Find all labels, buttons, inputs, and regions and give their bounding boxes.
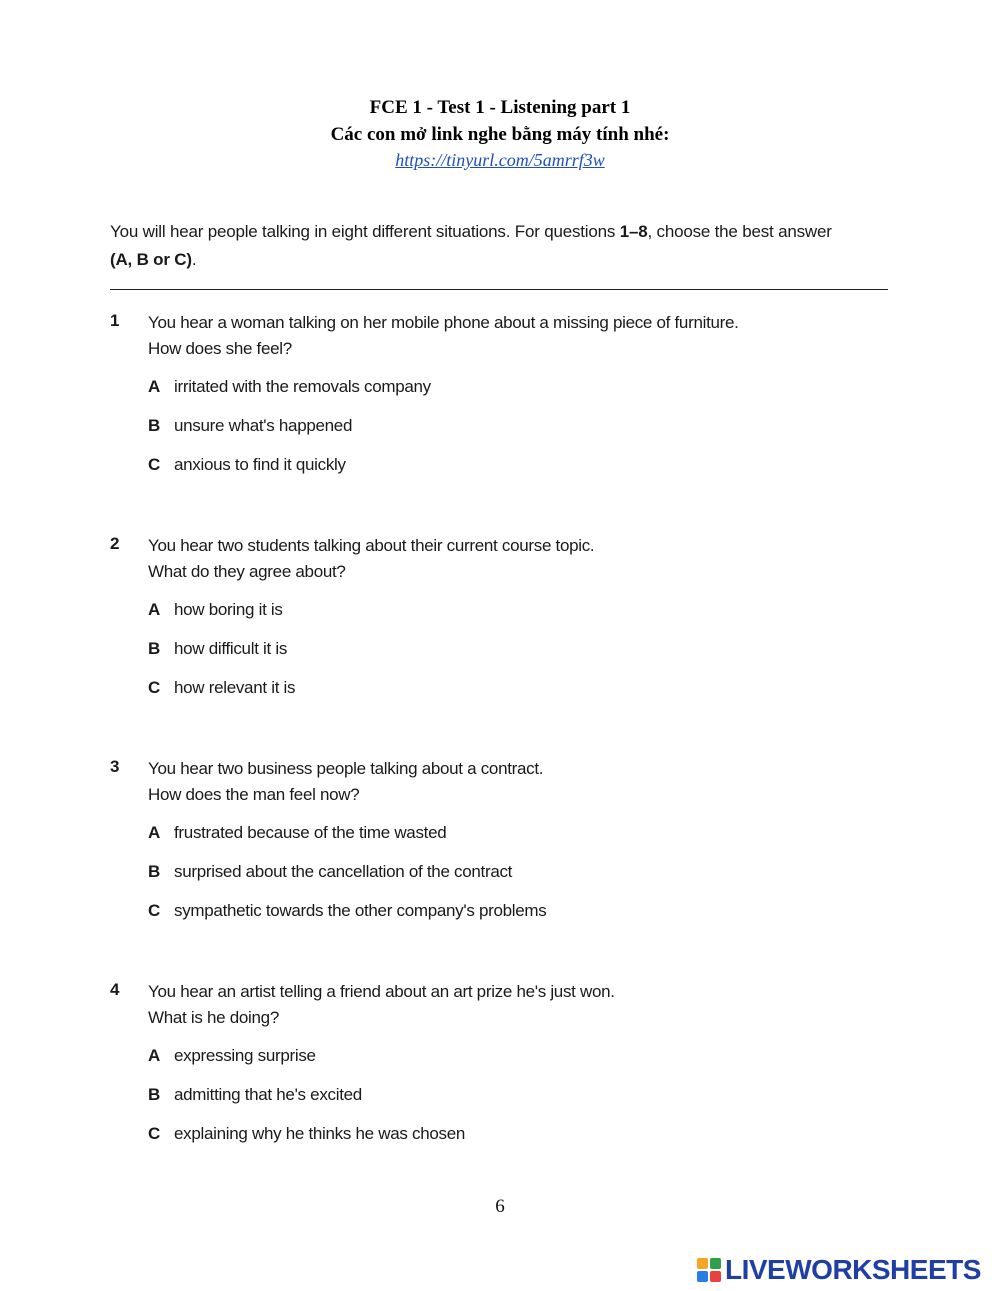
option-b[interactable] — [148, 1084, 362, 1106]
question-text — [148, 979, 615, 1031]
option-c[interactable] — [148, 454, 346, 476]
option-c[interactable] — [148, 1123, 465, 1145]
page-number: 6 — [495, 1196, 505, 1217]
option-letter: A — [148, 823, 160, 842]
option-c[interactable] — [148, 677, 295, 699]
option-a[interactable] — [148, 376, 431, 398]
option-letter: C — [148, 901, 160, 920]
option-b[interactable] — [148, 861, 512, 883]
question-prompt: You hear two students talking about their current course topic. — [148, 536, 595, 555]
option-text: anxious to find it quickly — [174, 455, 346, 474]
option-letter: C — [148, 455, 160, 474]
question-prompt: You hear two business people talking about a contract. — [148, 759, 544, 778]
option-text: frustrated because of the time wasted — [174, 823, 447, 842]
option-b[interactable] — [148, 638, 287, 660]
liveworksheets-brand — [697, 1255, 981, 1285]
instructions-choices: (A, B or C) — [110, 250, 192, 269]
instructions-part1: You will hear people talking in eight different situations. For questions — [110, 222, 620, 241]
option-text: irritated with the removals company — [174, 377, 431, 396]
option-letter: A — [148, 377, 160, 396]
option-a[interactable] — [148, 1045, 316, 1067]
option-text: admitting that he's excited — [174, 1085, 362, 1104]
option-letter: B — [148, 862, 160, 881]
option-letter: C — [148, 678, 160, 697]
logo-square-2 — [710, 1258, 721, 1269]
audio-link[interactable]: https://tinyurl.com/5amrrf3w — [395, 150, 605, 170]
option-text: unsure what's happened — [174, 416, 353, 435]
question-ask: What is he doing? — [148, 1008, 279, 1027]
question-prompt: You hear a woman talking on her mobile phone about a missing piece of furniture. — [148, 313, 739, 332]
divider — [110, 289, 888, 290]
option-letter: C — [148, 1124, 160, 1143]
option-text: expressing surprise — [174, 1046, 316, 1065]
option-a[interactable] — [148, 822, 446, 844]
option-text: explaining why he thinks he was chosen — [174, 1124, 466, 1143]
option-b[interactable] — [148, 415, 352, 437]
question-number: 1 — [110, 311, 120, 330]
question-ask: What do they agree about? — [148, 562, 346, 581]
option-letter: A — [148, 1046, 160, 1065]
question-ask: How does the man feel now? — [148, 785, 360, 804]
option-letter: B — [148, 416, 160, 435]
worksheet-subtitle: Các con mở link nghe bằng máy tính nhé: — [330, 124, 670, 145]
worksheet-title: FCE 1 - Test 1 - Listening part 1 — [369, 97, 631, 118]
question-ask: How does she feel? — [148, 339, 292, 358]
liveworksheets-logo-icon — [697, 1258, 721, 1282]
option-a[interactable] — [148, 599, 283, 621]
question-number: 3 — [110, 757, 120, 776]
brand-name: LIVEWORKSHEETS — [725, 1254, 981, 1285]
instructions-part2: , choose the best answer — [647, 222, 832, 241]
question-text — [148, 533, 594, 585]
question-prompt: You hear an artist telling a friend about an art prize he's just won. — [148, 982, 615, 1001]
option-text: surprised about the cancellation of the contract — [174, 862, 513, 881]
instructions-end: . — [191, 250, 197, 269]
option-c[interactable] — [148, 900, 546, 922]
question-number: 4 — [110, 980, 120, 999]
instructions — [110, 218, 900, 274]
option-letter: A — [148, 600, 160, 619]
logo-square-3 — [697, 1271, 708, 1282]
option-text: sympathetic towards the other company's problems — [174, 901, 547, 920]
option-letter: B — [148, 1085, 160, 1104]
option-letter: B — [148, 639, 160, 658]
option-text: how difficult it is — [174, 639, 288, 658]
option-text: how boring it is — [174, 600, 283, 619]
question-text — [148, 310, 739, 362]
logo-square-4 — [710, 1271, 721, 1282]
question-text — [148, 756, 543, 808]
logo-square-1 — [697, 1258, 708, 1269]
instructions-range: 1–8 — [619, 222, 648, 241]
option-text: how relevant it is — [174, 678, 296, 697]
worksheet-header — [0, 94, 1000, 172]
question-number: 2 — [110, 534, 120, 553]
